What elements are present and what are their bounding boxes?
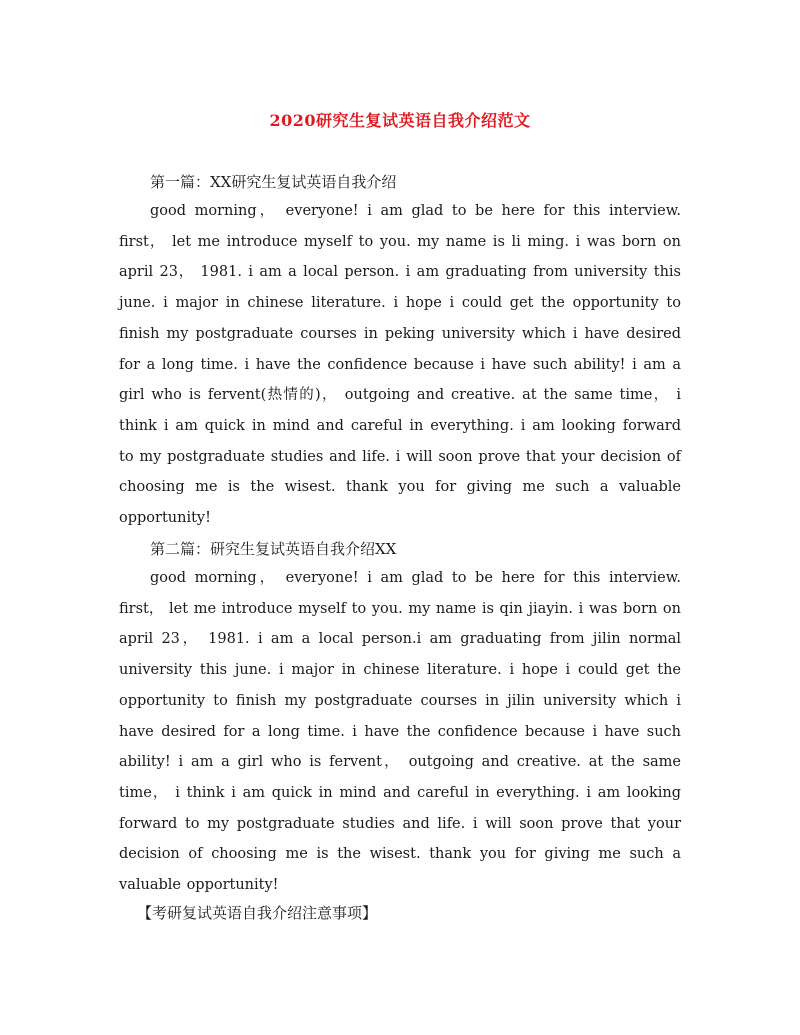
document-title: 2020研究生复试英语自我介绍范文 xyxy=(269,111,531,130)
notes-heading: 【考研复试英语自我介绍注意事项】 xyxy=(137,904,378,922)
section-body-1: good morning， everyone! i am glad to be here for this interview. first， let me introduce myself to you. my name is li ming. i was born on april 23， 1981. i am a local person. i am graduating from university this june. i major in chinese literature. i hope i could get the opportunity to finish my postgraduate courses in peking university which i have desired for a long time. i have the confidence because i have such ability! i am a girl who is fervent(热情的)， outgoing and creative. at the same time， i think i am quick in mind and careful in everything. i am looking forward to my postgraduate studies and life. i will soon prove that your decision of choosing me is the wisest. thank you for giving me such a valuable opportunity! xyxy=(119,203,681,527)
section-body-2: good morning， everyone! i am glad to be here for this interview. first， let me introduce myself to you. my name is qin jiayin. i was born on april 23， 1981. i am a local person.i am graduating from jilin normal university this june. i major in chinese literature. i hope i could get the opportunity to finish my postgraduate courses in jilin university which i have desired for a long time. i have the confidence because i have such ability! i am a girl who is fervent， outgoing and creative. at the same time， i think i am quick in mind and careful in everything. i am looking forward to my postgraduate studies and life. i will soon prove that your decision of choosing me is the wisest. thank you for giving me such a valuable opportunity! xyxy=(119,570,681,894)
section-heading-1: 第一篇：XX研究生复试英语自我介绍 xyxy=(150,173,397,191)
section-heading-2: 第二篇：研究生复试英语自我介绍XX xyxy=(150,540,397,558)
